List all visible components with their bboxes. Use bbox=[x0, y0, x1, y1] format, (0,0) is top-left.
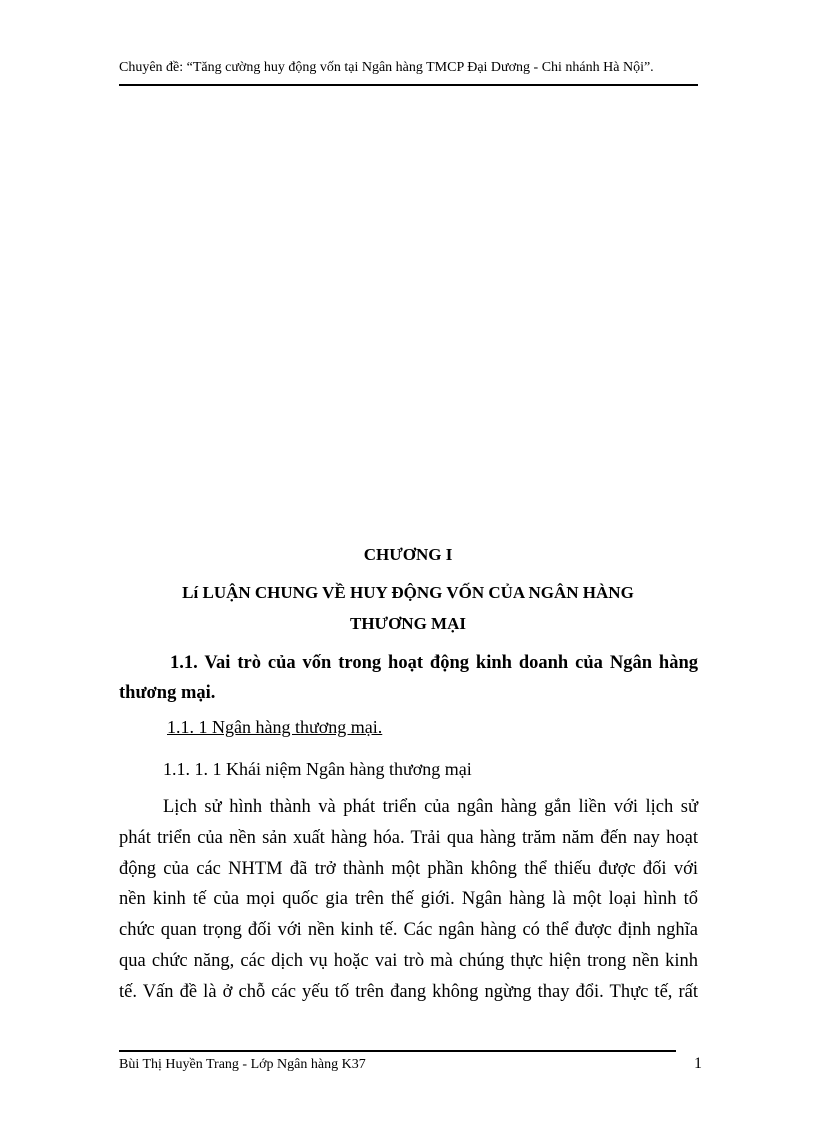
footer-divider bbox=[119, 1050, 676, 1052]
header-title: Chuyên đề: “Tăng cường huy động vốn tại Ngân hàng TMCP Đại Dương - Chi nhánh Hà Nội”. bbox=[119, 60, 654, 75]
page-number: 1 bbox=[694, 1055, 702, 1072]
section-heading-line2: thương mại. bbox=[119, 683, 216, 703]
body-paragraph bbox=[119, 792, 698, 1008]
section-heading bbox=[119, 648, 698, 708]
body-line: phát triển của nền sản xuất hàng hóa. Trải qua hàng trăm năm đến nay hoạt bbox=[119, 827, 698, 848]
footer-author: Bùi Thị Huyền Trang - Lớp Ngân hàng K37 bbox=[119, 1057, 366, 1072]
body-line: nền kinh tế của mọi quốc gia trên thế giới. Ngân hàng là một loại hình tổ bbox=[119, 889, 698, 910]
body-line: tế. Vấn đề là ở chỗ các yếu tố trên đang không ngừng thay đổi. Thực tế, rất bbox=[119, 981, 698, 1002]
header-divider bbox=[119, 84, 698, 86]
section-heading-line1: 1.1. Vai trò của vốn trong hoạt động kinh doanh của Ngân hàng bbox=[170, 653, 698, 673]
body-line: Lịch sử hình thành và phát triển của ngân hàng gắn liền với lịch sử bbox=[163, 797, 698, 817]
chapter-title-line2: THƯƠNG MẠI bbox=[349, 614, 466, 633]
chapter-number: CHƯƠNG I bbox=[363, 545, 453, 564]
body-line: qua chức năng, các dịch vụ hoặc vai trò mà chúng thực hiện trong nền kinh bbox=[119, 950, 698, 971]
subsection-heading: 1.1. 1 Ngân hàng thương mại. bbox=[167, 717, 383, 737]
subsubsection-heading: 1.1. 1. 1 Khái niệm Ngân hàng thương mại bbox=[163, 759, 472, 779]
chapter-title-line1: Lí LUẬN CHUNG VỀ HUY ĐỘNG VỐN CỦA NGÂN HÀNG bbox=[182, 583, 634, 602]
body-line: chức quan trọng đối với nền kinh tế. Các ngân hàng có thể được định nghĩa bbox=[119, 920, 698, 941]
body-line: động của các NHTM đã trở thành một phần không thể thiếu được đối với bbox=[119, 858, 698, 879]
